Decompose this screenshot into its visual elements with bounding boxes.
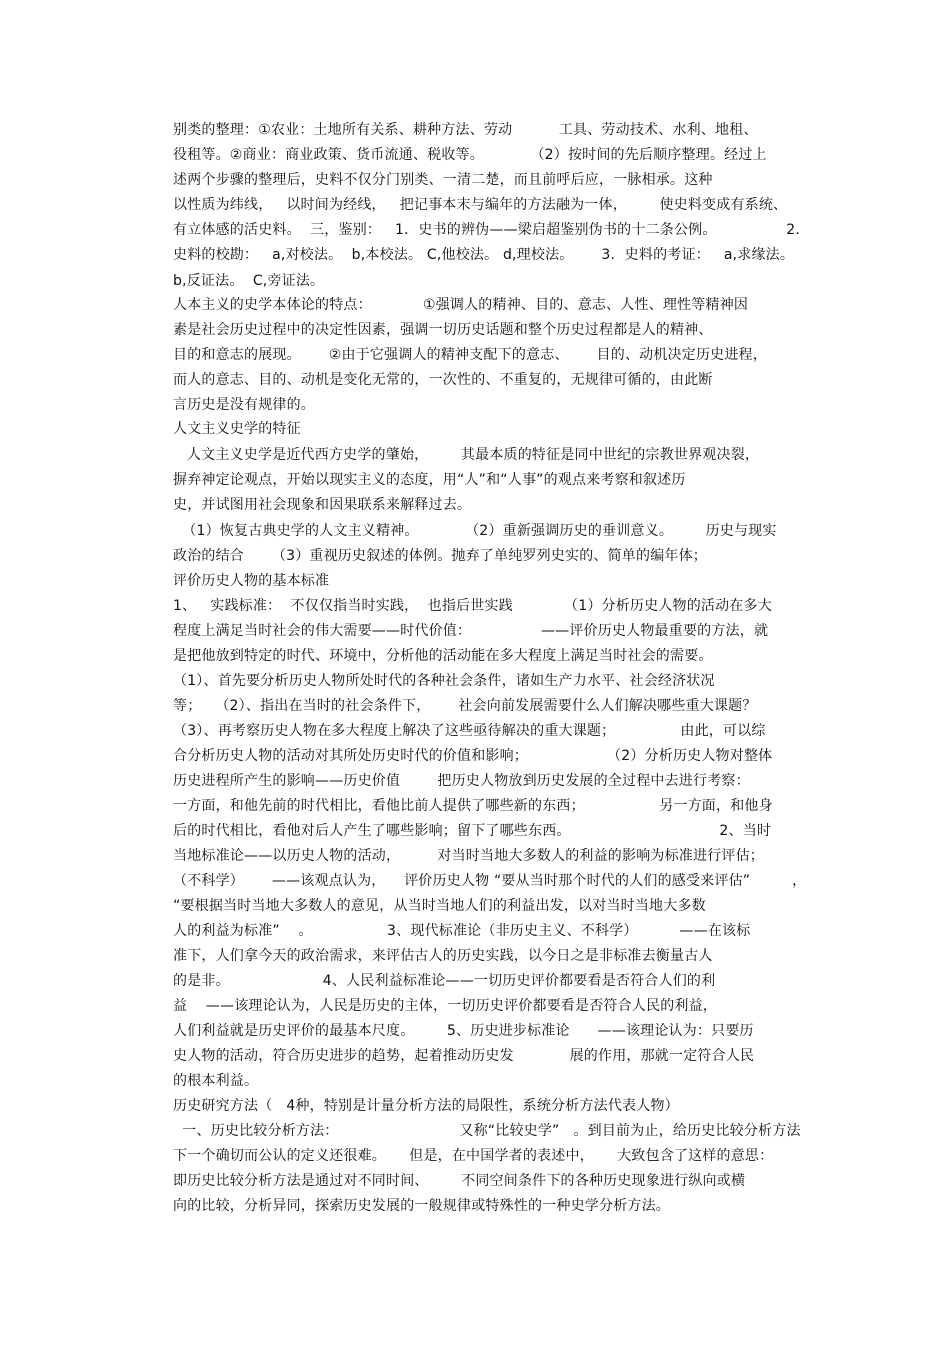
text-line: 政治的结合 （3）重视历史叙述的体例。抛弃了单纯罗列史实的、简单的编年体； (173, 548, 708, 564)
text-line: 役租等。②商业：商业政策、货币流通、税收等。 （2）按时间的先后顺序整理。经过上 (173, 147, 767, 163)
text-line: 等； （2）、指出在当时的社会条件下， 社会向前发展需要什么人们解决哪些重大课题？ (173, 698, 757, 714)
text-line: 摒弃神定论观点，开始以现实主义的态度，用“人”和“人事”的观点来考察和叙述历 (173, 472, 686, 488)
text-line: 史料的校勘： a,对校法。 b,本校法。 C,他校法。 d,理校法。 3．史料的考证： a,求缘法。 (173, 247, 795, 263)
text-line: 当地标准论——以历史人物的活动， 对当时当地大多数人的利益的影响为标准进行评估； (173, 848, 764, 864)
section-heading: 人文主义史学的特征 (173, 421, 301, 437)
text-line: （3）、再考察历史人物在多大程度上解决了这些亟待解决的重大课题； 由此，可以综 (173, 723, 766, 739)
text-line: 的根本利益。 (173, 1073, 259, 1089)
text-line: b,反证法。 C,旁证法。 (173, 273, 325, 289)
text-line: 人文主义史学是近代西方史学的肇始， 其最本质的特征是同中世纪的宗教世界观决裂， (173, 447, 760, 463)
text-line: 下一个确切而公认的定义还很难。 但是，在中国学者的表述中， 大致包含了这样的意思： (173, 1148, 774, 1164)
text-line: 历史进程所产生的影响——历史价值 把历史人物放到历史发展的全过程中去进行考察： (173, 773, 750, 789)
text-line: 的是非。 4、人民利益标准论——一切历史评价都要看是否符合人们的利 (173, 973, 716, 989)
text-line: 素是社会历史过程中的决定性因素，强调一切历史话题和整个历史过程都是人的精神、 (173, 322, 713, 338)
text-line: 别类的整理：①农业：土地所有关系、耕种方法、劳动 工具、劳动技术、水利、地租、 (173, 122, 758, 138)
text-line: 合分析历史人物的活动对其所处历史时代的价值和影响； （2）分析历史人物对整体 (173, 748, 773, 764)
text-line: 一方面，和他先前的时代相比，看他比前人提供了哪些新的东西； 另一方面，和他身 (173, 798, 773, 814)
text-line: （1）、首先要分析历史人物所处时代的各种社会条件，诸如生产力水平、社会经济状况 (173, 673, 715, 689)
text-line: 人本主义的史学本体论的特点： ①强调人的精神、目的、意志、人性、理性等精神因 (173, 297, 749, 313)
text-line: 益 ——该理论认为，人民是历史的主体，一切历史评价都要看是否符合人民的利益， (173, 998, 717, 1014)
text-line: 述两个步骤的整理后，史料不仅分门别类、一清二楚，而且前呼后应，一脉相承。这种 (173, 172, 713, 188)
text-line: 1、 实践标准： 不仅仅指当时实践， 也指后世实践 （1）分析历史人物的活动在多大 (173, 598, 772, 614)
text-line: （不科学） ——该观点认为， 评价历史人物 “要从当时那个时代的人们的感受来评估” ， (173, 873, 807, 889)
section-heading: 评价历史人物的基本标准 (173, 573, 330, 589)
text-line: 人们利益就是历史评价的最基本尺度。 5、历史进步标准论 ——该理论认为：只要历 (173, 1023, 754, 1039)
text-line: “要根据当时当地大多数人的意见，从当时当地人们的利益出发，以对当时当地大多数 (173, 898, 706, 914)
text-line: （1）恢复古典史学的人文主义精神。 （2）重新强调历史的垂训意义。 历史与现实 (173, 523, 777, 539)
text-line: 即历史比较分析方法是通过对不同时间、 不同空间条件下的各种历史现象进行纵向或横 (173, 1173, 746, 1189)
text-line: 程度上满足当时社会的伟大需要——时代价值： ——评价历史人物最重要的方法，就 (173, 623, 769, 639)
text-line: 是把他放到特定的时代、环境中，分析他的活动能在多大程度上满足当时社会的需要。 (173, 648, 713, 664)
text-line: 言历史是没有规律的。 (173, 397, 315, 413)
text-line: 史人物的活动，符合历史进步的趋势，起着推动历史发 展的作用，那就一定符合人民 (173, 1048, 755, 1064)
text-line: 目的和意志的展现。 ②由于它强调人的精神支配下的意志、 目的、动机决定历史进程， (173, 347, 767, 363)
text-line: 人的利益为标准” 。 3、现代标准论（非历史主义、不科学） ——在该标 (173, 923, 751, 939)
text-line: 准下，人们拿今天的政治需求，来评估古人的历史实践，以今日之是非标准去衡量古人 (173, 948, 713, 964)
text-line: 后的时代相比，看他对后人产生了哪些影响；留下了哪些东西。 2、当时 (173, 823, 772, 839)
text-line: 有立体感的活史料。 三，鉴别： 1．史书的辨伪——梁启超鉴别伪书的十二条公例。 2． (173, 222, 810, 238)
text-line: 向的比较，分析异同，探索历史发展的一般规律或特殊性的一种史学分析方法。 (173, 1198, 670, 1214)
text-line: 而人的意志、目的、动机是变化无常的，一次性的、不重复的，无规律可循的，由此断 (173, 372, 713, 388)
text-line: 以性质为纬线， 以时间为经线， 把记事本末与编年的方法融为一体， 使史料变成有系统、 (173, 197, 788, 213)
section-heading: 历史研究方法（ 4种，特别是计量分析方法的局限性，系统分析方法代表人物） (173, 1098, 679, 1114)
text-line: 史，并试图用社会现象和因果联系来解释过去。 (173, 497, 472, 513)
text-line: 一、历史比较分析方法： 又称“比较史学” 。到目前为止，给历史比较分析方法 (173, 1123, 801, 1139)
